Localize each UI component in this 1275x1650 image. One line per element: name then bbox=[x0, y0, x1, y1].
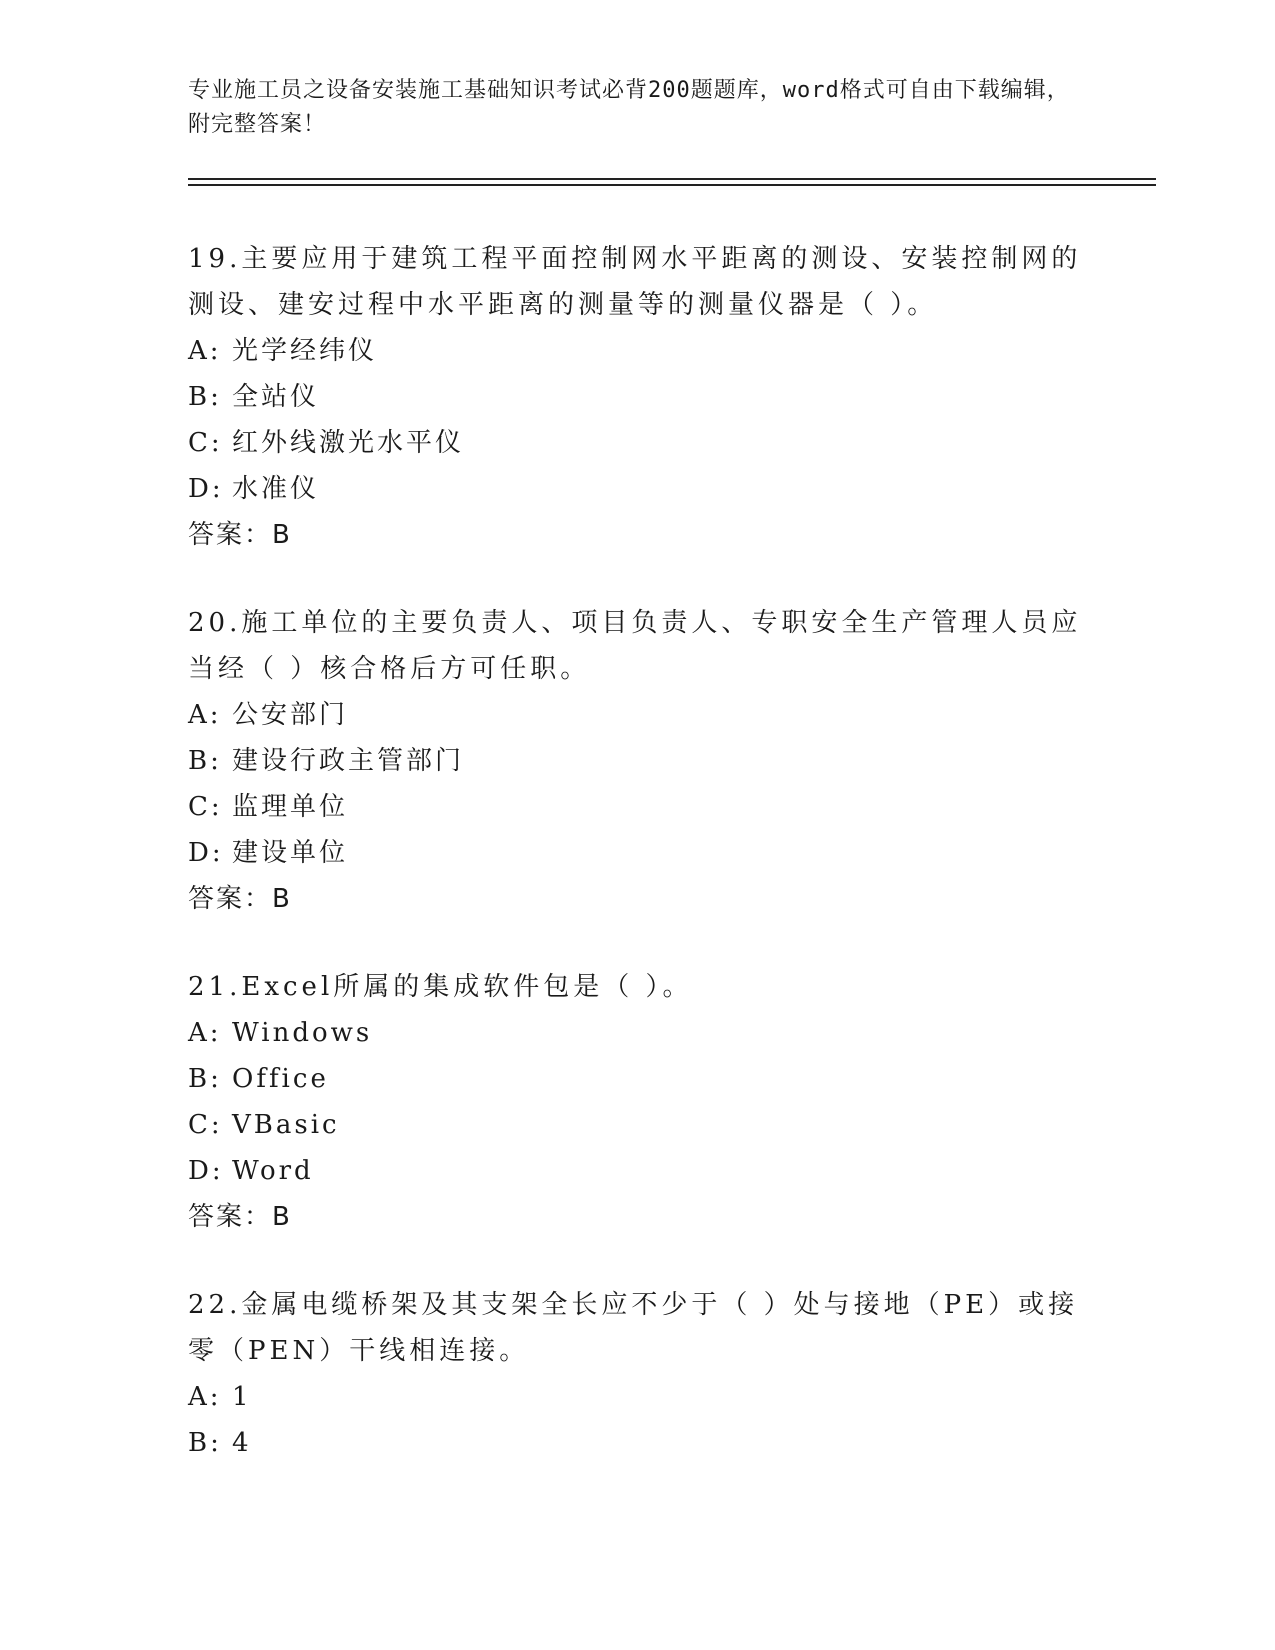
question-stem: 20.施工单位的主要负责人、项目负责人、专职安全生产管理人员应当经（ ）核合格后方可任职。 bbox=[188, 608, 1082, 684]
option-letter: D: bbox=[188, 838, 224, 868]
option-b bbox=[188, 374, 1088, 420]
option-text: 红外线激光水平仪 bbox=[232, 428, 465, 458]
option-d bbox=[188, 466, 1088, 512]
option-letter: A: bbox=[188, 336, 222, 366]
document-intro: 专业施工员之设备安装施工基础知识考试必背200题题库，word格式可自由下载编辑，附完整答案！ bbox=[188, 78, 1070, 137]
option-text: 监理单位 bbox=[232, 792, 349, 822]
option-text: 建设行政主管部门 bbox=[232, 746, 465, 776]
option-c bbox=[188, 784, 1088, 830]
option-c bbox=[188, 420, 1088, 466]
option-a bbox=[188, 328, 1088, 374]
answer-line: 答案：B bbox=[188, 884, 292, 914]
option-d bbox=[188, 830, 1088, 876]
option-letter: B: bbox=[188, 746, 222, 776]
header-divider-bottom bbox=[188, 184, 1156, 186]
option-b bbox=[188, 738, 1088, 784]
option-text: 水准仪 bbox=[232, 474, 320, 504]
option-text: 1 bbox=[232, 1382, 252, 1412]
option-letter: C: bbox=[188, 1110, 223, 1140]
option-text: 建设单位 bbox=[232, 838, 349, 868]
option-text: 全站仪 bbox=[232, 382, 320, 412]
question-22 bbox=[188, 1282, 1088, 1466]
option-b bbox=[188, 1056, 1088, 1102]
question-21 bbox=[188, 964, 1088, 1240]
option-text: 公安部门 bbox=[232, 700, 349, 730]
option-text: Word bbox=[232, 1156, 314, 1186]
option-text: Office bbox=[232, 1064, 329, 1094]
option-letter: D: bbox=[188, 1156, 224, 1186]
option-text: VBasic bbox=[232, 1110, 340, 1140]
option-a bbox=[188, 1374, 1088, 1420]
question-stem: 21.Excel所属的集成软件包是（ ）。 bbox=[188, 972, 693, 1002]
option-text: 4 bbox=[232, 1428, 252, 1458]
question-20 bbox=[188, 600, 1088, 922]
option-d bbox=[188, 1148, 1088, 1194]
option-letter: C: bbox=[188, 792, 223, 822]
option-letter: B: bbox=[188, 1428, 222, 1458]
option-a bbox=[188, 1010, 1088, 1056]
option-letter: A: bbox=[188, 700, 222, 730]
option-letter: A: bbox=[188, 1018, 222, 1048]
option-c bbox=[188, 1102, 1088, 1148]
option-letter: B: bbox=[188, 382, 222, 412]
option-text: Windows bbox=[232, 1018, 373, 1048]
question-stem: 22.金属电缆桥架及其支架全长应不少于（ ）处与接地（PE）或接零（PEN）干线相连接。 bbox=[188, 1290, 1079, 1366]
question-stem: 19.主要应用于建筑工程平面控制网水平距离的测设、安装控制网的测设、建安过程中水平距离的测量等的测量仪器是（ ）。 bbox=[188, 244, 1082, 320]
option-letter: A: bbox=[188, 1382, 222, 1412]
option-text: 光学经纬仪 bbox=[232, 336, 378, 366]
header-divider-top bbox=[188, 178, 1156, 180]
option-letter: B: bbox=[188, 1064, 222, 1094]
option-a bbox=[188, 692, 1088, 738]
question-19 bbox=[188, 236, 1088, 558]
answer-line: 答案：B bbox=[188, 520, 292, 550]
question-list bbox=[188, 236, 1088, 1508]
option-letter: D: bbox=[188, 474, 224, 504]
answer-line: 答案：B bbox=[188, 1202, 292, 1232]
option-b bbox=[188, 1420, 1088, 1466]
option-letter: C: bbox=[188, 428, 223, 458]
